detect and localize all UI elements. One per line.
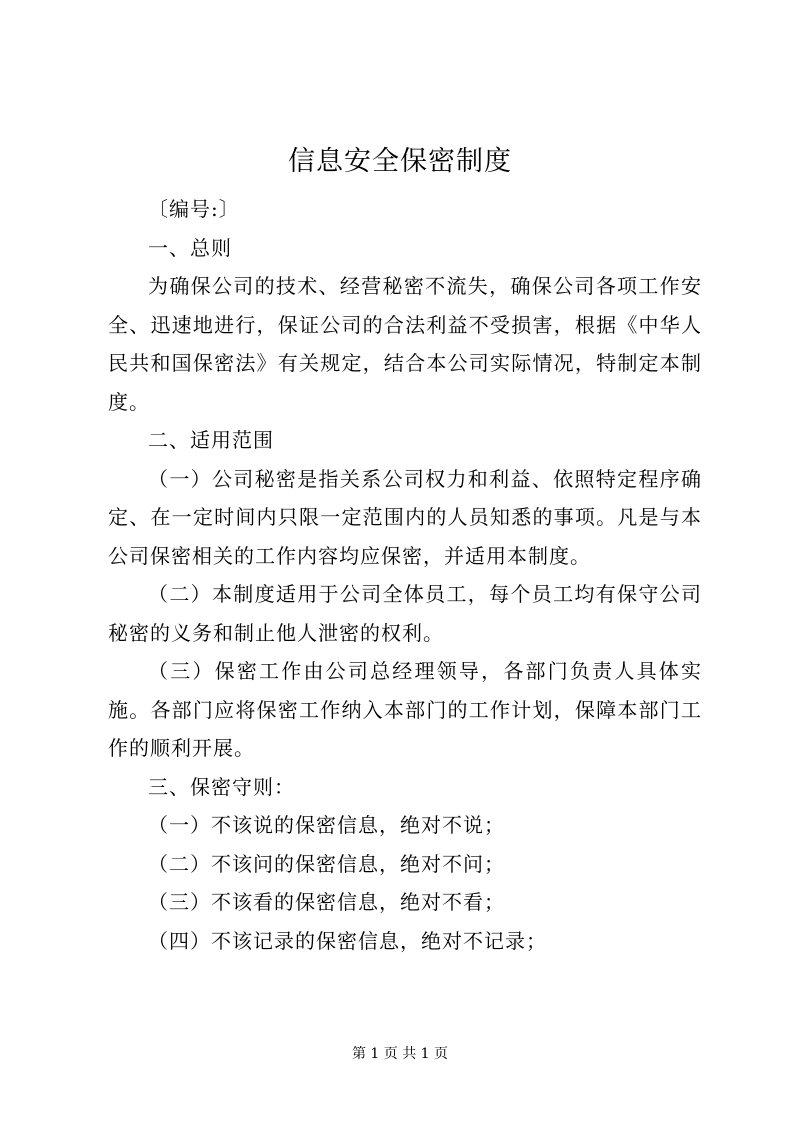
rule-item: （二）不该问的保密信息，绝对不问； <box>148 851 505 876</box>
paragraph-scope-2: （二）本制度适用于公司全体员工，每个员工均有保守公司秘密的义务和制止他人泄密的权利。 <box>108 582 702 645</box>
paragraph-scope-3: （三）保密工作由公司总经理领导，各部门负责人具体实施。各部门应将保密工作纳入本部门的工作计划，保障本部门工作的顺利开展。 <box>108 659 702 760</box>
document-title: 信息安全保密制度 <box>288 146 512 177</box>
paragraph-purpose: 为确保公司的技术、经营秘密不流失，确保公司各项工作安全、迅速地进行，保证公司的合法利益不受损害，根据《中华人民共和国保密法》有关规定，结合本公司实际情况，特制定本制度。 <box>108 274 702 414</box>
rule-item: （四）不该记录的保密信息，绝对不记录； <box>148 928 547 953</box>
page-footer: 第 1 页 共 1 页 <box>351 1046 449 1062</box>
document-body <box>108 190 702 960</box>
section-heading-rules: 三、保密守则： <box>148 774 295 799</box>
rule-item: （三）不该看的保密信息，绝对不看； <box>148 890 505 914</box>
rule-item: （一）不该说的保密信息，绝对不说； <box>148 813 505 837</box>
paragraph-scope-1: （一）公司秘密是指关系公司权力和利益、依照特定程序确定、在一定时间内只限一定范围内的人员知悉的事项。凡是与本公司保密相关的工作内容均应保密，并适用本制度。 <box>108 466 702 568</box>
section-heading-general: 一、总则 <box>148 235 232 260</box>
document-number: 〔编号:〕 <box>148 197 240 221</box>
section-heading-scope: 二、适用范围 <box>148 428 274 452</box>
